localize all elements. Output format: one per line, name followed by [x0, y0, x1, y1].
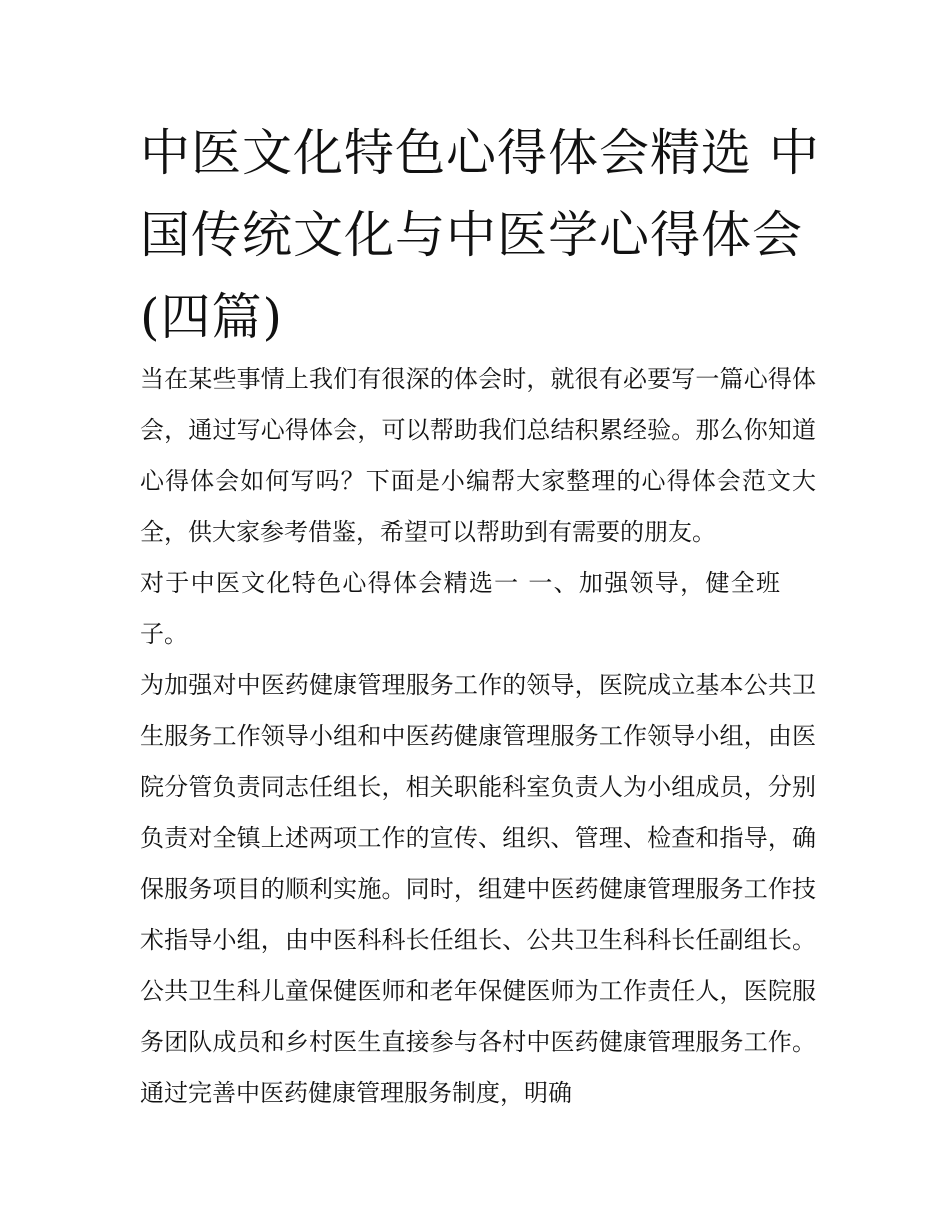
leadership-paragraph: 为加强对中医药健康管理服务工作的领导，医院成立基本公共卫生服务工作领导小组和中医药健康管理服务工作领导小组，由医院分管负责同志任组长，相关职能科室负责人为小组成员，分别负责对全镇上述两项工作的宣传、组织、管理、检查和指导，确保服务项目的顺利实施。同时，组建中医药健康管理服务工作技术指导小组，由中医科科长任组长、公共卫生科科长任副组长。公共卫生科儿童保健医师和老年保健医师为工作责任人，医院服务团队成员和乡村医生直接参与各村中医药健康管理服务工作。通过完善中医药健康管理服务制度，明确 [140, 671, 816, 1107]
intro-paragraph: 当在某些事情上我们有很深的体会时，就很有必要写一篇心得体会，通过写心得体会，可以帮助我们总结积累经验。那么你知道心得体会如何写吗？下面是小编帮大家整理的心得体会范文大全，供大家参考借鉴，希望可以帮助到有需要的朋友。 [140, 365, 816, 546]
section-heading-paragraph: 对于中医文化特色心得体会精选一 一、加强领导，健全班子。 [140, 569, 780, 648]
document-title: 中医文化特色心得体会精选 中国传统文化与中医学心得体会(四篇) [140, 124, 820, 346]
document-body [140, 354, 816, 1119]
